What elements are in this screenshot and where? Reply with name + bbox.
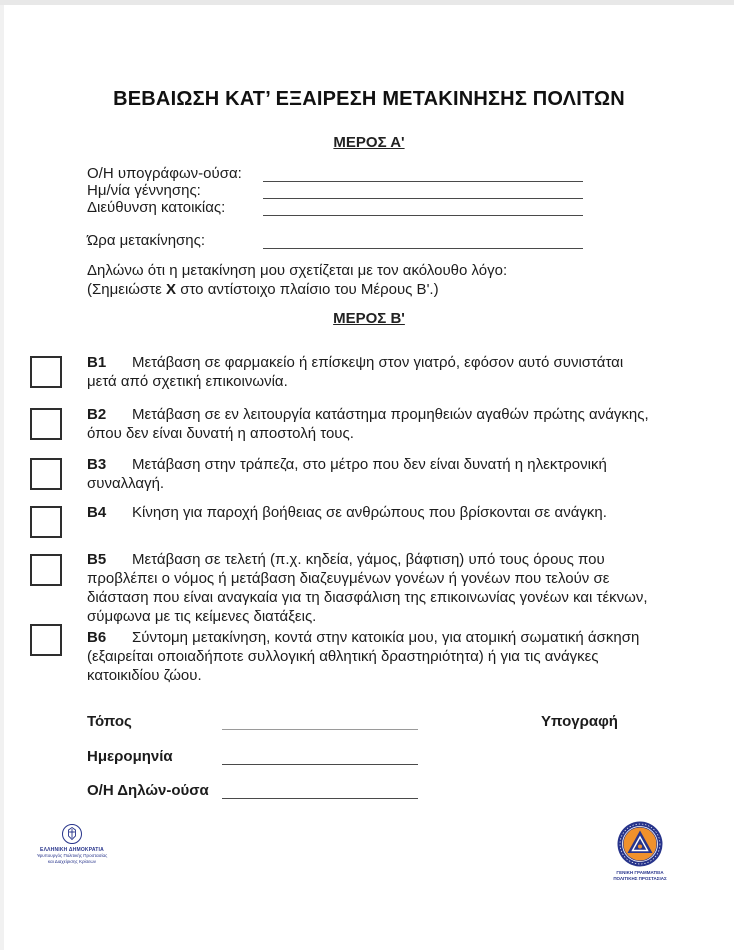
form-page bbox=[4, 5, 734, 950]
option-b2-code: Β2 bbox=[87, 406, 107, 423]
date-label: Ημερομηνία bbox=[87, 748, 173, 765]
option-b4-code: Β4 bbox=[87, 504, 107, 521]
field-row-date bbox=[87, 748, 418, 767]
option-b5-code: Β5 bbox=[87, 551, 107, 568]
deputy-ministry-text-line2: και Διαχείρισης Κρίσεων bbox=[47, 858, 97, 864]
option-b1-text: Μετάβαση σε φαρμακείο ή επίσκεψη στον γιατρό, εφόσον αυτό συνιστάται μετά από σχετική επικοινωνία. bbox=[87, 354, 624, 390]
declaration-line2 bbox=[87, 280, 687, 299]
option-b4 bbox=[87, 503, 649, 522]
declaration-text bbox=[87, 261, 687, 299]
option-b4-text: Κίνηση για παροχή βοήθειας σε ανθρώπους που βρίσκονται σε ανάγκη. bbox=[132, 504, 607, 521]
field-row-signatory bbox=[87, 165, 583, 183]
movement-time-input-line[interactable] bbox=[263, 233, 583, 249]
option-b6 bbox=[87, 628, 649, 685]
declaration-line1: Δηλώνω ότι η μετακίνηση μου σχετίζεται με τον ακόλουθο λόγο: bbox=[87, 262, 508, 279]
movement-time-label: Ώρα μετακίνησης: bbox=[87, 232, 206, 249]
declaration-line2-suffix: στο αντίστοιχο πλαίσιο του Μέρους Β'.) bbox=[176, 281, 439, 298]
option-b1 bbox=[87, 353, 649, 391]
general-secretariat-text-line1: ΓΕΝΙΚΗ ΓΡΑΜΜΑΤΕΙΑ bbox=[616, 870, 664, 875]
option-b6-text: Σύντομη μετακίνηση, κοντά στην κατοικία μου, για ατομική σωματική άσκηση (εξαιρείται οποιαδήποτε συλλογική αθλητική δραστηριότητα) ή για τις ανάγκες κατοικιδίου ζώου. bbox=[87, 629, 640, 684]
date-input-line[interactable] bbox=[222, 748, 418, 765]
checkbox-b5[interactable] bbox=[30, 554, 62, 586]
birthdate-input-line[interactable] bbox=[263, 183, 583, 199]
birthdate-label: Ημ/νία γέννησης: bbox=[87, 182, 201, 199]
checkbox-b2[interactable] bbox=[30, 408, 62, 440]
declarant-label: Ο/Η Δηλών-ούσα bbox=[87, 782, 209, 799]
option-b1-code: Β1 bbox=[87, 354, 107, 371]
option-b2 bbox=[87, 405, 649, 443]
checkbox-b6[interactable] bbox=[30, 624, 62, 656]
address-input-line[interactable] bbox=[263, 200, 583, 216]
option-b6-code: Β6 bbox=[87, 629, 107, 646]
part-b-heading-text: ΜΕΡΟΣ Β' bbox=[333, 310, 405, 327]
signatory-input-line[interactable] bbox=[263, 166, 583, 182]
form-title: ΒΕΒΑΙΩΣΗ ΚΑΤ’ ΕΞΑΙΡΕΣΗ ΜΕΤΑΚΙΝΗΣΗΣ ΠΟΛΙΤΩΝ bbox=[113, 88, 625, 110]
address-label: Διεύθυνση κατοικίας: bbox=[87, 199, 226, 216]
field-row-birthdate bbox=[87, 182, 583, 200]
signature-label: Υπογραφή bbox=[541, 713, 618, 730]
civil-protection-logo bbox=[610, 821, 670, 881]
field-row-declarant bbox=[87, 782, 418, 801]
place-input-line[interactable] bbox=[222, 713, 418, 730]
option-b3-text: Μετάβαση στην τράπεζα, στο μέτρο που δεν είναι δυνατή η ηλεκτρονική συναλλαγή. bbox=[87, 456, 607, 492]
signatory-label: Ο/Η υπογράφων-ούσα: bbox=[87, 165, 242, 182]
field-row-address bbox=[87, 199, 583, 217]
declaration-line2-prefix: (Σημειώστε bbox=[87, 281, 167, 298]
part-a-heading-text: ΜΕΡΟΣ Α' bbox=[333, 134, 405, 151]
part-b-heading bbox=[4, 310, 734, 327]
civil-protection-emblem-icon bbox=[617, 821, 663, 867]
option-b5-text: Μετάβαση σε τελετή (π.χ. κηδεία, γάμος, βάφτιση) υπό τους όρους που προβλέπει ο νόμος ή μετάβαση διαζευγμένων γονέων ή γονέων που τελούν σε διάσταση που είναι αναγκαία για τη διασφάλιση της επικοινωνίας γονέων και τέκνων, σύμφωνα με τις κείμενες διατάξεις. bbox=[87, 551, 648, 625]
declarant-input-line[interactable] bbox=[222, 782, 418, 799]
option-b2-text: Μετάβαση σε εν λειτουργία κατάστημα προμηθειών αγαθών πρώτης ανάγκης, όπου δεν είναι δυνατή η αποστολή τους. bbox=[87, 406, 649, 442]
field-row-movement-time bbox=[87, 232, 583, 250]
option-b3-code: Β3 bbox=[87, 456, 107, 473]
option-b5 bbox=[87, 550, 649, 626]
checkbox-b4[interactable] bbox=[30, 506, 62, 538]
hellenic-republic-emblem-icon bbox=[61, 823, 83, 845]
field-row-place bbox=[87, 713, 418, 732]
checkbox-b3[interactable] bbox=[30, 458, 62, 490]
deputy-ministry-text-line1: Υφυπουργός Πολιτικής Προστασίας bbox=[36, 853, 108, 858]
place-label: Τόπος bbox=[87, 713, 132, 730]
option-b3 bbox=[87, 455, 649, 493]
hellenic-republic-text: ΕΛΛΗΝΙΚΗ ΔΗΜΟΚΡΑΤΙΑ bbox=[40, 847, 104, 853]
part-a-heading bbox=[4, 134, 734, 151]
general-secretariat-text-line2: ΠΟΛΙΤΙΚΗΣ ΠΡΟΣΤΑΣΙΑΣ bbox=[613, 875, 667, 881]
hellenic-republic-logo bbox=[26, 823, 118, 864]
declaration-line2-x: X bbox=[166, 281, 177, 298]
checkbox-b1[interactable] bbox=[30, 356, 62, 388]
